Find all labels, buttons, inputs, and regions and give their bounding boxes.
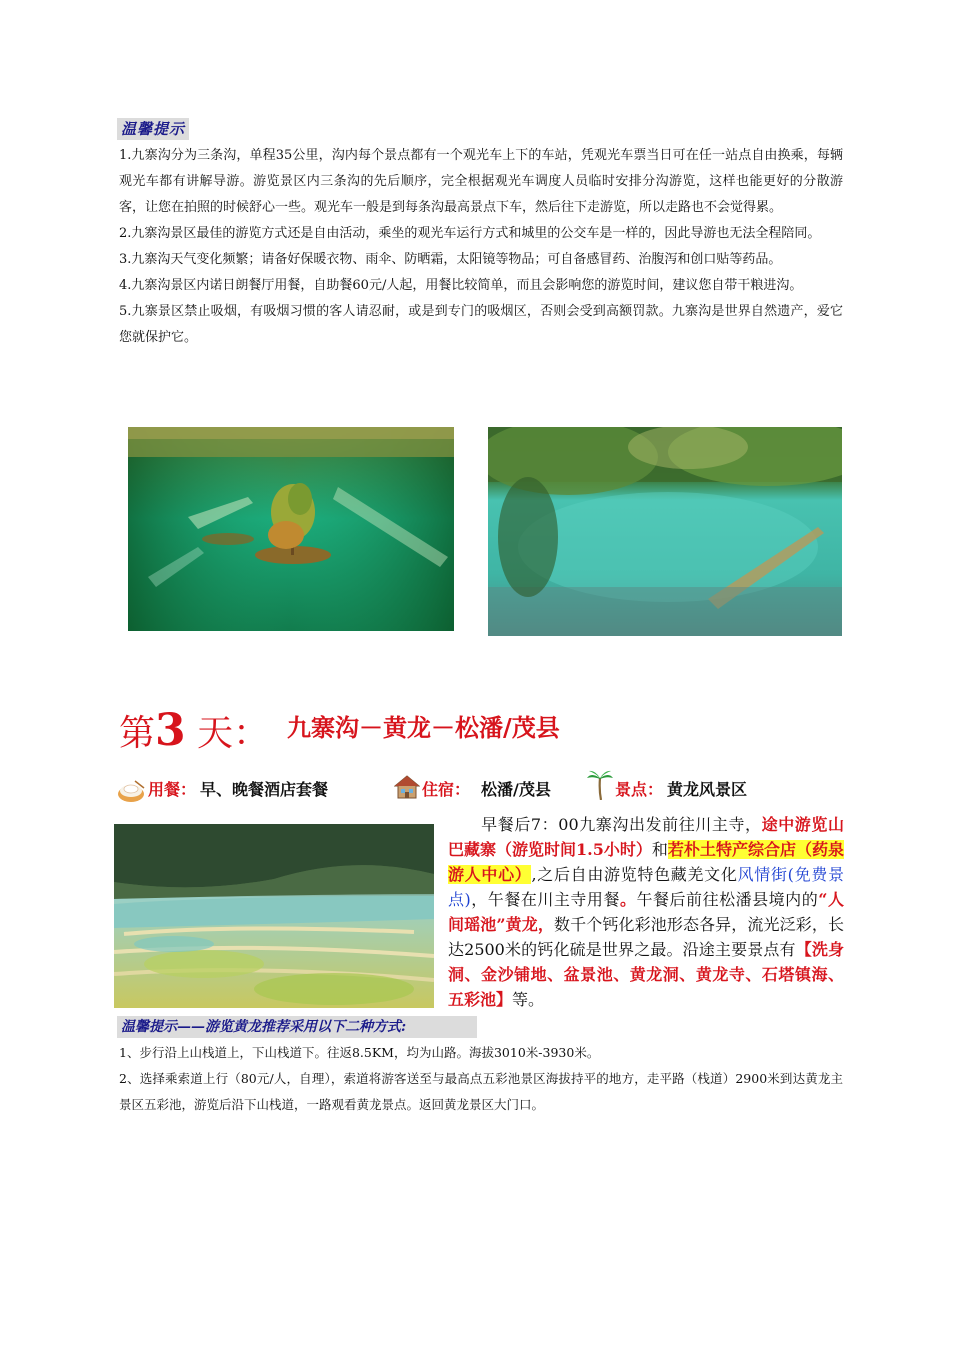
lake-photo-1 xyxy=(128,427,454,631)
huanglong-photo xyxy=(114,824,434,1008)
day-prefix: 第 xyxy=(119,713,156,754)
desc-highlight-red: “人间瑶池”黄龙 xyxy=(448,890,844,934)
desc-highlight-red: 【洗身洞、金沙铺地、盆景池、黄龙洞、黄龙寺、石塔镇海、五彩池】 xyxy=(448,940,844,1009)
tip-item: 2、选择乘索道上行（80元/人，自理），索道将游客送至与最高点五彩池景区海拔持平的地方，走平路（栈道）2900米到达黄龙主景区五彩池，游览后沿下山栈道，一路观看黄龙景点。返回黄龙景区大门口。 xyxy=(119,1071,843,1112)
tips-list xyxy=(119,143,843,351)
desc-highlight-yellow: 若朴土特产综合店（药泉游人中心） xyxy=(448,840,844,884)
day-suffix: 天： xyxy=(197,713,270,754)
stay-label: 住宿： xyxy=(422,780,471,799)
lake-photo-2 xyxy=(488,427,842,636)
tips2-list xyxy=(119,1040,843,1118)
tips2-title: 温馨提示——游览黄龙推荐采用以下二种方式: xyxy=(117,1016,477,1038)
spot-value: 黄龙风景区 xyxy=(667,780,748,799)
day-number: 3 xyxy=(155,705,186,756)
tip-item: 2.九寨沟景区最佳的游览方式还是自由活动，乘坐的观光车运行方式和城里的公交车是一样的，因此导游也无法全程陪同。 xyxy=(119,226,821,241)
meal-icon xyxy=(117,776,147,806)
spot-label: 景点： xyxy=(615,780,664,799)
desc-text: 早餐后7：00九寨沟出发前往川主寺， xyxy=(481,815,762,834)
house-icon xyxy=(394,774,420,800)
desc-link-text: 风情街 xyxy=(737,865,788,884)
day-heading xyxy=(119,703,269,762)
tip-item: 1、步行沿上山栈道上，下山栈道下。往返8.5KM，均为山路。海拔3010米-3930米。 xyxy=(119,1045,600,1060)
meal-label: 用餐： xyxy=(148,780,197,799)
day-description xyxy=(448,812,844,1012)
tips-title: 温馨提示 xyxy=(117,118,189,140)
desc-highlight-red: 途中游览山巴藏寨（游览时间1.5小时） xyxy=(448,815,844,859)
tip-item: 5.九寨景区禁止吸烟，有吸烟习惯的客人请忍耐，或是到专门的吸烟区，否则会受到高额罚款。九寨沟是世界自然遗产，爱它您就保护它。 xyxy=(119,304,843,345)
stay-value: 松潘/茂县 xyxy=(481,780,551,799)
desc-text: ,之后自由游览特色藏羌文化 xyxy=(531,865,738,884)
meal-value: 早、晚餐酒店套餐 xyxy=(200,780,329,799)
desc-text: ， xyxy=(537,915,555,934)
desc-text: 等。 xyxy=(512,990,545,1009)
tip-item: 4.九寨沟景区内诺日朗餐厅用餐，自助餐60元/人起，用餐比较简单，而且会影响您的游览时间，建议您自带干粮进沟。 xyxy=(119,278,803,293)
desc-text: 和 xyxy=(651,840,668,859)
day-route: 九寨沟－黄龙－松潘/茂县 xyxy=(287,713,560,742)
desc-text: 。 xyxy=(619,890,637,909)
desc-text: 数千个钙化彩池形态各异，流光泛彩，长达2500米的钙化硫是世界之最。沿途主要景点有 xyxy=(448,915,844,959)
palm-tree-icon xyxy=(587,770,613,800)
desc-text: ，午餐在川主寺用餐 xyxy=(470,890,620,909)
tip-item: 1.九寨沟分为三条沟，单程35公里，沟内每个景点都有一个观光车上下的车站，凭观光车票当日可在任一站点自由换乘，每辆观光车都有讲解导游。游览景区内三条沟的先后顺序，完全根据观光车调度人员临时安排分沟游览，这样也能更好的分散游客，让您在拍照的时候舒心一些。观光车一般是到每条沟最高景点下车，然后往下走游览，所以走路也不会觉得累。 xyxy=(119,148,843,215)
tip-item: 3.九寨沟天气变化频繁；请备好保暖衣物、雨伞、防晒霜，太阳镜等物品；可自备感冒药、治腹泻和创口贴等药品。 xyxy=(119,252,782,267)
desc-text: 午餐后前往松潘县境内的 xyxy=(636,890,819,909)
info-row xyxy=(117,770,857,810)
desc-free-label: (免费景点) xyxy=(448,865,844,909)
